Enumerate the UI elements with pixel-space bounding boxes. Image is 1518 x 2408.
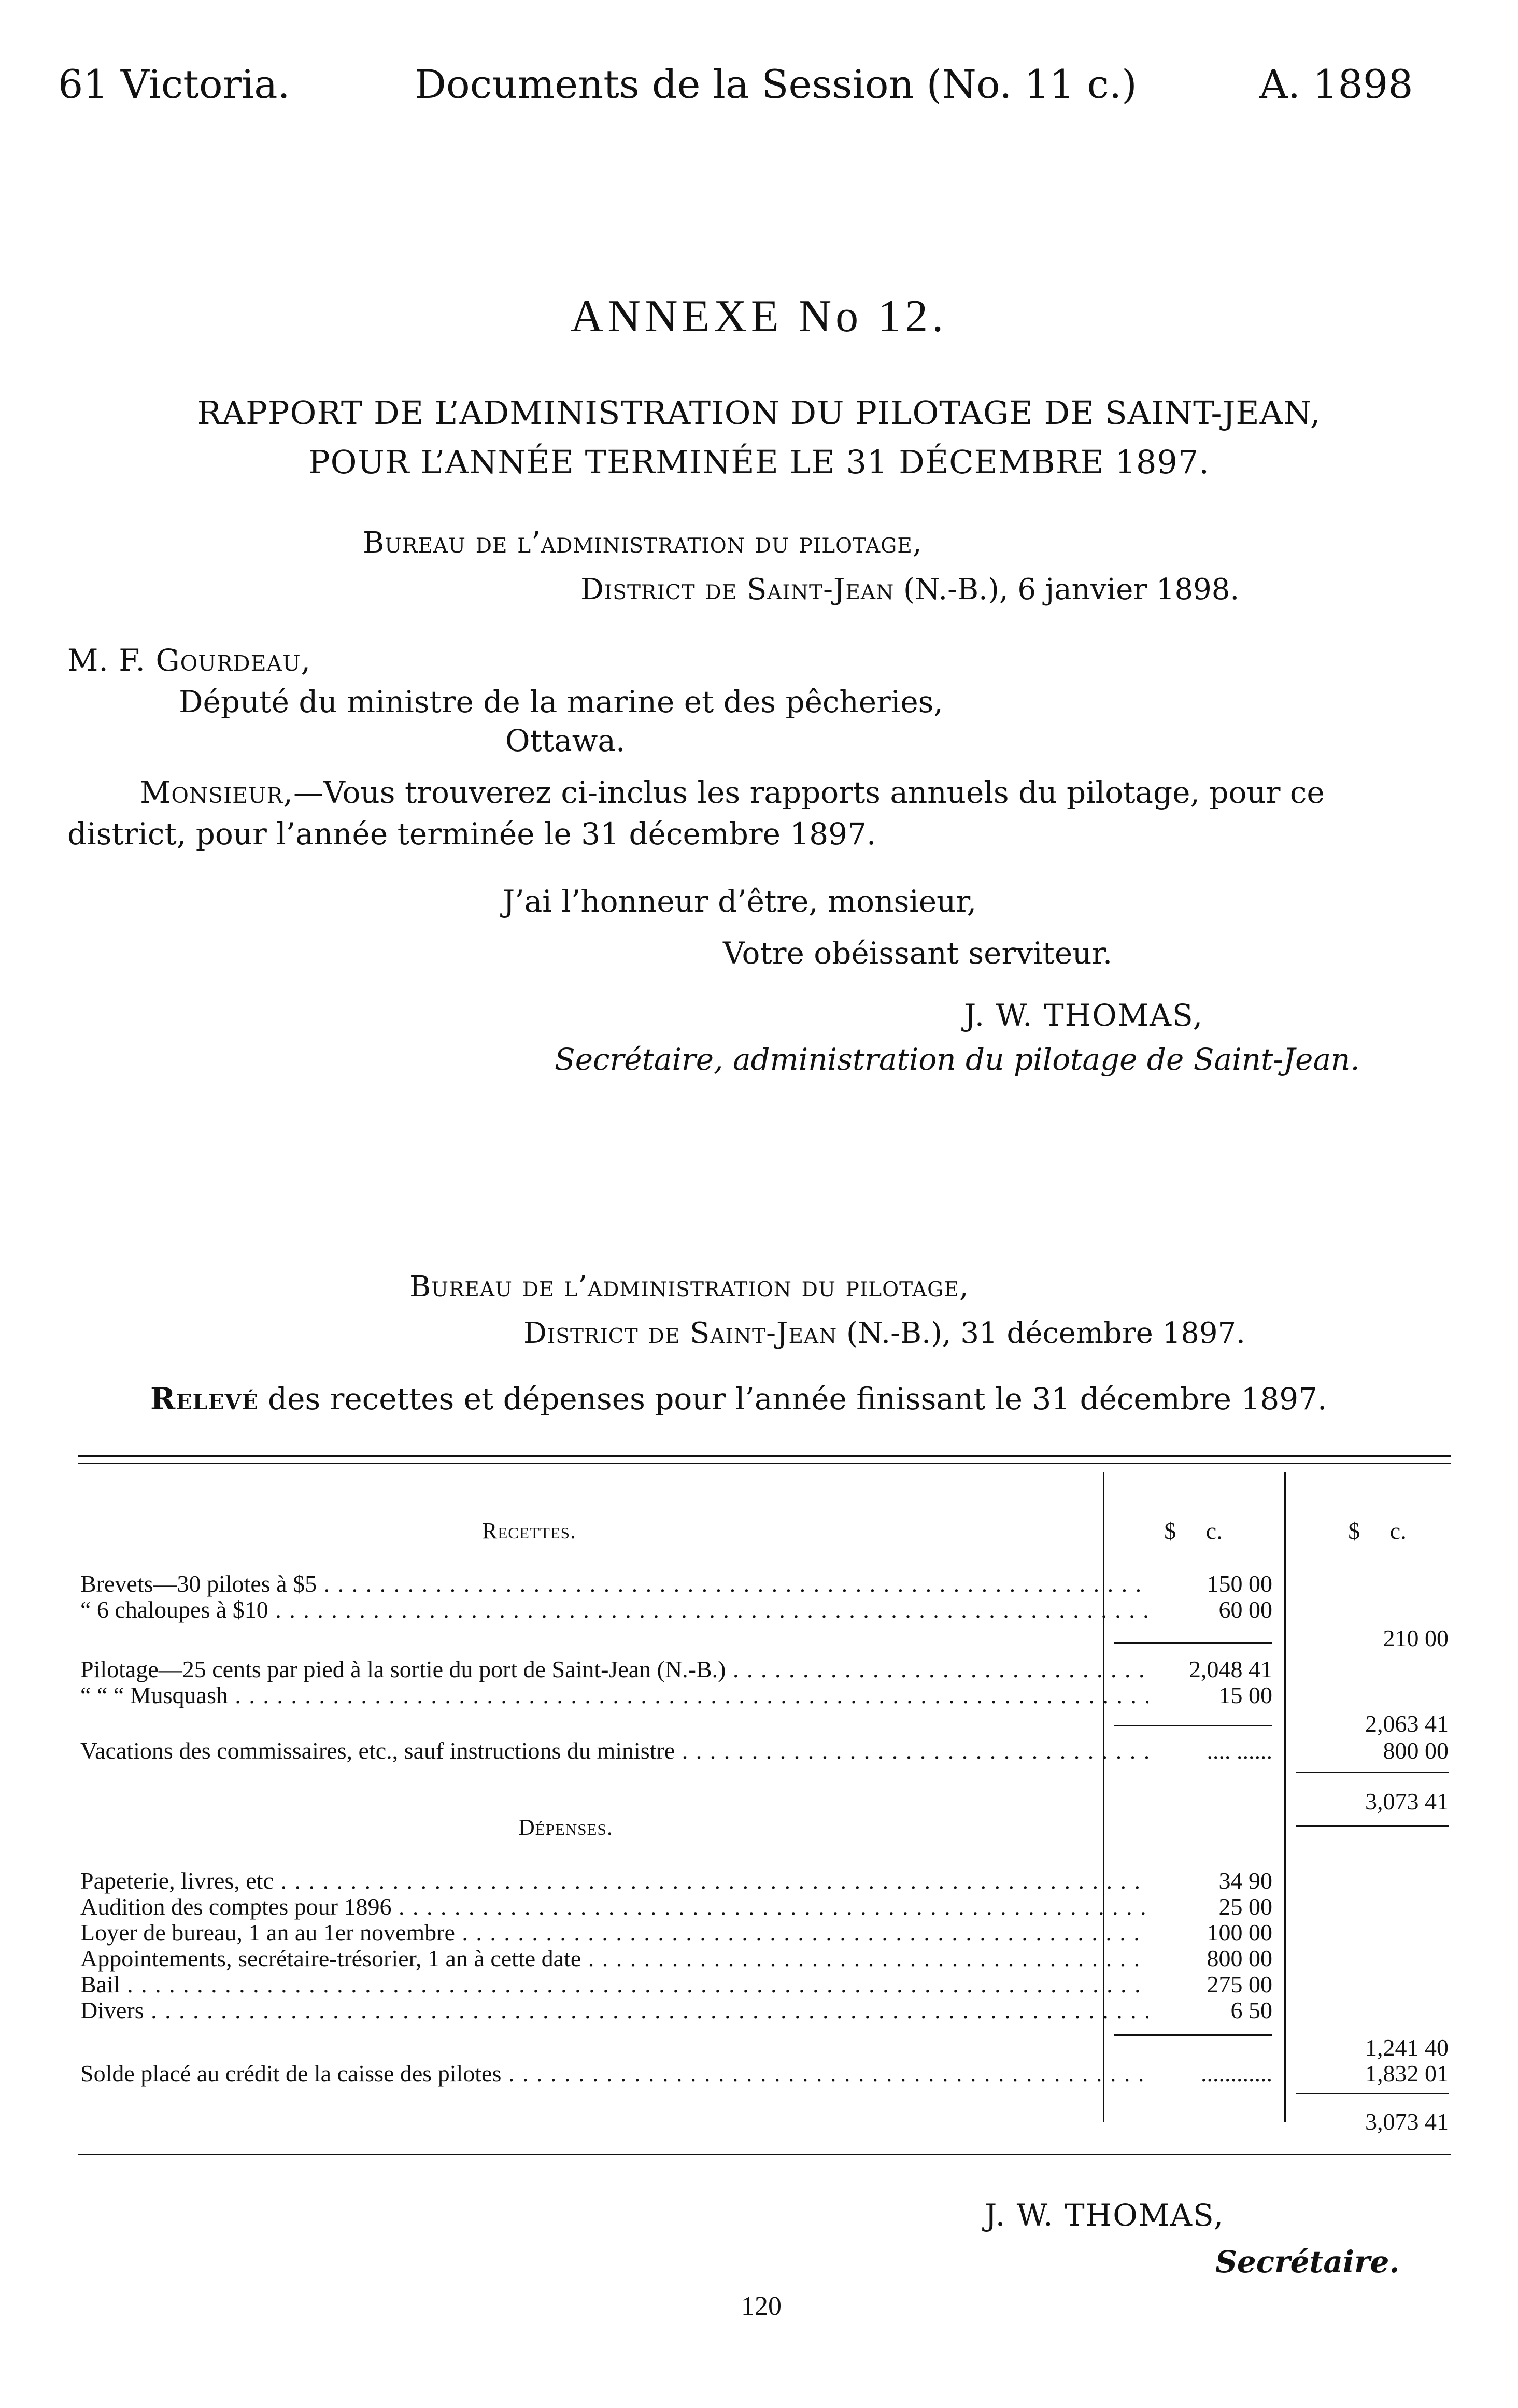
- statement-district: District de Saint-Jean: [523, 1316, 838, 1350]
- letter-office-line2: [580, 573, 1239, 606]
- recettes-subtotal-rule-1: [1114, 1642, 1272, 1644]
- recettes-subtotal-vacations: 800 00: [1383, 1737, 1449, 1764]
- recettes-total-rule: [1296, 1772, 1449, 1773]
- depenses-row-papeterie: Papeterie, livres, etc . . .: [80, 1867, 1148, 1894]
- letter-body-line1: Monsieur,—Vous trouverez ci-inclus les rapports annuels du pilotage, pour ce: [140, 775, 1325, 810]
- recettes-row-pilotage-musquash: “ “ “ Musquash . . .: [80, 1682, 1148, 1709]
- recettes-subtotal-pilotage: 2,063 41: [1365, 1710, 1449, 1737]
- recettes-amount-brevets-chaloupes: 60 00: [1218, 1596, 1272, 1623]
- letter-addressee-city: Ottawa.: [505, 723, 626, 758]
- recettes-row-vacations: Vacations des commissaires, etc., sauf instructions du ministre . . .: [80, 1737, 1148, 1764]
- report-title-line2: POUR L’ANNÉE TERMINÉE LE 31 DÉCEMBRE 1897.: [308, 443, 1210, 481]
- letter-office-line1: Bureau de l’administration du pilotage,: [363, 526, 923, 560]
- footer-signature-title: Secrétaire.: [1215, 2244, 1400, 2279]
- grand-total: 3,073 41: [1365, 2108, 1449, 2135]
- recettes-total-under-rule: [1296, 1825, 1449, 1827]
- recettes-row-brevets-pilotes: Brevets—30 pilotes à $5 . . .: [80, 1570, 1148, 1597]
- depenses-row-bail: Bail . . .: [80, 1971, 1148, 1998]
- letter-closing2: Votre obéissant serviteur.: [723, 936, 1113, 971]
- depenses-row-divers: Divers . . .: [80, 1997, 1148, 2024]
- recettes-amount-brevets-pilotes: 150 00: [1207, 1570, 1272, 1597]
- solde-amount-col1: ............: [1201, 2060, 1272, 2087]
- table-bottom-rule: [78, 2154, 1451, 2155]
- col2-header: $ c.: [1348, 1518, 1407, 1544]
- recettes-subtotal-rule-2: [1114, 1725, 1272, 1726]
- recettes-subtotal-brevets: 210 00: [1383, 1625, 1449, 1651]
- recettes-amount-vacations: .... ......: [1207, 1737, 1272, 1764]
- table-top-rule-1: [78, 1455, 1451, 1457]
- depenses-amount-loyer: 100 00: [1207, 1919, 1272, 1946]
- recettes-total: 3,073 41: [1365, 1788, 1449, 1815]
- report-title-line1: RAPPORT DE L’ADMINISTRATION DU PILOTAGE DE SAINT-JEAN,: [197, 394, 1321, 432]
- depenses-heading: Dépenses.: [518, 1815, 613, 1840]
- footer-signature: J. W. THOMAS,: [985, 2198, 1225, 2233]
- recettes-amount-pilotage-musquash: 15 00: [1218, 1682, 1272, 1708]
- running-header-left: 61 Victoria.: [58, 61, 290, 107]
- col1-header: $ c.: [1164, 1518, 1223, 1544]
- table-column-divider-1: [1103, 1472, 1104, 2122]
- letter-signature-title: Secrétaire, administration du pilotage de Saint-Jean.: [555, 1042, 1360, 1077]
- solde-row: Solde placé au crédit de la caisse des pilotes . . .: [80, 2060, 1148, 2087]
- letter-office-date: (N.-B.), 6 janvier 1898.: [894, 573, 1240, 606]
- table-column-divider-2: [1284, 1472, 1286, 2122]
- letter-body-line2: district, pour l’année terminée le 31 décembre 1897.: [67, 816, 876, 852]
- depenses-row-appointements: Appointements, secrétaire-trésorier, 1 an à cette date . . .: [80, 1945, 1148, 1972]
- running-header-right: A. 1898: [1259, 61, 1413, 107]
- running-header-center: Documents de la Session (No. 11 c.): [415, 61, 1137, 107]
- depenses-row-audition: Audition des comptes pour 1896 . . .: [80, 1893, 1148, 1920]
- letter-closing1: J’ai l’honneur d’être, monsieur,: [503, 884, 977, 919]
- depenses-subtotal-rule: [1114, 2034, 1272, 2036]
- letter-office-district: District de Saint-Jean: [580, 573, 895, 606]
- depenses-row-loyer: Loyer de bureau, 1 an au 1er novembre . . .: [80, 1919, 1148, 1946]
- depenses-amount-audition: 25 00: [1218, 1893, 1272, 1920]
- recettes-amount-pilotage-saint-jean: 2,048 41: [1189, 1656, 1272, 1682]
- solde-amount: 1,832 01: [1365, 2060, 1449, 2087]
- letter-signature: J. W. THOMAS,: [964, 998, 1204, 1033]
- depenses-subtotal: 1,241 40: [1365, 2034, 1449, 2061]
- depenses-amount-divers: 6 50: [1230, 1997, 1272, 2023]
- depenses-amount-bail: 275 00: [1207, 1971, 1272, 1998]
- statement-office-line1: Bureau de l’administration du pilotage,: [409, 1270, 969, 1304]
- depenses-amount-appointements: 800 00: [1207, 1945, 1272, 1972]
- letter-salutation: Monsieur,: [140, 775, 293, 810]
- depenses-amount-papeterie: 34 90: [1218, 1867, 1272, 1894]
- recettes-row-pilotage-saint-jean: Pilotage—25 cents par pied à la sortie du port de Saint-Jean (N.-B.) . . .: [80, 1656, 1148, 1683]
- statement-date: (N.-B.), 31 décembre 1897.: [837, 1316, 1245, 1350]
- grand-total-rule: [1296, 2093, 1449, 2094]
- letter-addressee: M. F. Gourdeau,: [67, 643, 311, 678]
- annex-title: ANNEXE No 12.: [570, 291, 948, 342]
- table-top-rule-2: [78, 1463, 1451, 1464]
- recettes-row-brevets-chaloupes: “ 6 chaloupes à $10 . . .: [80, 1596, 1148, 1623]
- letter-addressee-title: Député du ministre de la marine et des pêcheries,: [179, 684, 943, 719]
- page-number: 120: [741, 2291, 782, 2321]
- statement-releve: Relevé des recettes et dépenses pour l’année finissant le 31 décembre 1897.: [150, 1381, 1327, 1417]
- recettes-heading: Recettes.: [482, 1518, 576, 1543]
- statement-office-line2: [523, 1316, 1245, 1350]
